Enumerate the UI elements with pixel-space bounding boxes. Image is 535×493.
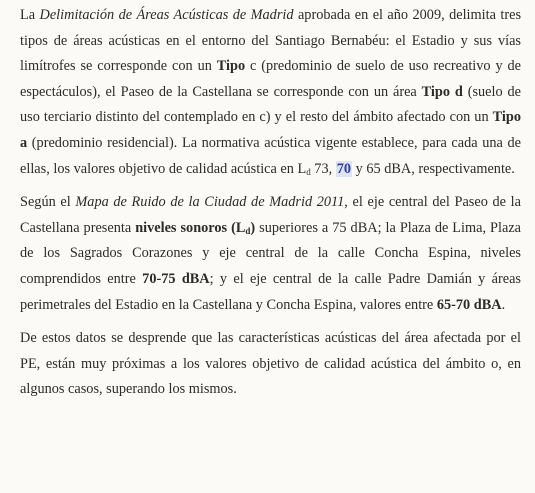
text-span: 73, — [310, 160, 336, 177]
paragraph-noise-map — [20, 190, 521, 318]
text-span: c (predominio de suelo de uso recreativo y de espectáculos), el Paseo de la Castellana se corresponde con un área — [20, 58, 521, 100]
text-span: Según el — [20, 194, 76, 211]
text-span: (suelo de uso terciario distinto del contemplado en c) y el resto del ámbito afectado con un — [20, 83, 521, 126]
italic-title-mapa-ruido: Mapa de Ruido de la Ciudad de Madrid 2011 — [75, 194, 345, 211]
bold-range-65-70: 65-70 dBA — [436, 296, 502, 313]
text-span: y 65 dBA, respectivamente. — [352, 160, 515, 177]
text-span: niveles sonoros (L — [135, 219, 246, 236]
text-span: , el eje central del Paseo de la Castellana presenta — [20, 194, 521, 236]
bold-term-tipo: Tipo — [216, 58, 246, 75]
text-span: ; y el eje central de la calle Padre Damián y áreas perimetrales del Estadio en la Castellana y Concha Espina, valores entre — [20, 270, 521, 313]
bold-term-niveles-sonoros — [135, 220, 255, 236]
subscript-d: d — [306, 166, 311, 177]
paragraph-conclusion — [20, 326, 521, 403]
paragraph-acoustic-areas — [20, 3, 521, 182]
text-span: superiores a 75 dBA; la Plaza de Lima, Plaza de los Sagrados Corazones y eje central de la calle Concha Espina, niveles comprendidos entre — [20, 219, 522, 287]
highlighted-value-70: 70 — [336, 160, 352, 177]
italic-title-delimitacion: Delimitación de Áreas Acústicas de Madrid — [39, 7, 294, 23]
text-span: . — [501, 296, 506, 313]
bold-term-tipo-d: Tipo d — [421, 83, 463, 100]
bold-range-70-75: 70-75 dBA — [142, 270, 210, 287]
text-span: ) — [250, 219, 256, 236]
text-span: aprobada en el año 2009, delimita tres tipos de áreas acústicas en el entorno del Santiago Bernabéu: el Estadio y sus vías limítrofes se corresponde con un — [20, 7, 522, 75]
bold-term-tipo-a: Tipo a — [20, 109, 521, 151]
subscript-d: d — [245, 225, 251, 236]
text-span: La — [20, 7, 40, 23]
text-span: (predominio residencial). La normativa acústica vigente establece, para cada una de ellas, los valores objetivo de calidad acústica en L — [20, 134, 521, 177]
text-span: De estos datos se desprende que las características acústicas del área afectada por el PE, están muy próximas a los valores objetivo de calidad acústica del ámbito o, en algunos casos, superando los mismos. — [20, 330, 521, 398]
